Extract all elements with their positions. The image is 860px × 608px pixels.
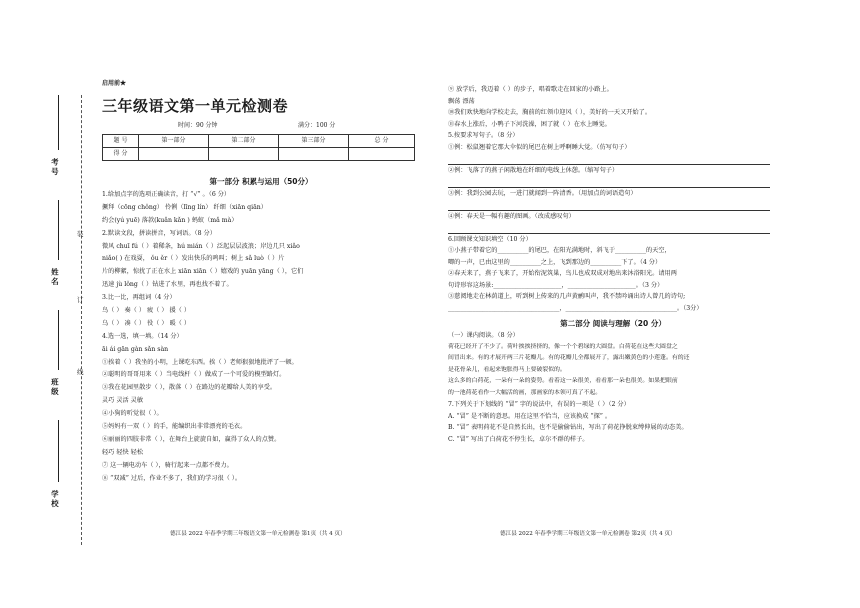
- question-line: 飘荡 漂荡: [448, 97, 475, 105]
- question-line: 5.按要求写句子。（8 分）: [448, 132, 519, 139]
- passage-line: 荷花已经开了不少了。荷叶挨挨挤挤的，像一个个碧绿的大圆盘。白荷花在这些大圆盘之: [448, 343, 678, 350]
- passage-line: 是花骨朵儿，看起来饱胀得马上要破裂似的。: [448, 366, 566, 373]
- question-line: ④小狗的听觉很（ ）。: [102, 410, 163, 418]
- question-line: ②例：飞落了的燕子闲散地在纤细的电线上休憩。（缩写句子）: [448, 166, 619, 174]
- table-cell: 总 分: [349, 135, 415, 148]
- school-label: 学校: [50, 490, 60, 509]
- question-line: 迅速 jù lǒng（ ）钻进了水里，再也找不着了。: [102, 281, 233, 289]
- question-line: ⑩我们欢快地向学校走去，胸前的红领巾迎风（ ），美好的一天又开始了。: [448, 109, 652, 116]
- score-table-header-row: [103, 135, 415, 148]
- answer-line[interactable]: [448, 153, 770, 165]
- question-line: 轻巧 轻快 轻松: [102, 448, 144, 456]
- passage-line: 的一池荷花看作一大幅活的画，那画家的本领可真了不起。: [448, 389, 602, 396]
- answer-line[interactable]: [448, 199, 770, 211]
- question-line: ③例：我到公园去玩，一进门就闻到一阵清香。（用加点的词语造句）: [448, 189, 637, 197]
- exam-time: 时间：90 分钟: [178, 122, 218, 129]
- class-label: 班级: [50, 378, 60, 397]
- question-line: 唧的一声，已由这里的__________之上，飞到那边的__________下了。（4 分）: [448, 258, 662, 266]
- name-label: 姓名: [50, 268, 60, 287]
- binding-sidebar: [0, 0, 95, 608]
- question-line: 约会(yú yuē) 落款(kuǎn kǎn ) 蚂蚁（mǎ mà）: [102, 216, 238, 224]
- question-line: ⑤妈妈有一双（ ）的手，能编织出非常漂亮的毛衣。: [102, 423, 247, 431]
- question-line: ⑦ 这一辆电动车（ ），骑行起来一点都不费力。: [102, 461, 233, 469]
- name-line: [58, 200, 59, 260]
- score-entry-cell[interactable]: [209, 148, 279, 161]
- question-line: āi ái gān gàn sǎn sàn: [102, 345, 169, 353]
- score-entry-cell[interactable]: [349, 148, 415, 161]
- full-score: 满分：100 分: [298, 122, 336, 129]
- question-line: 4.选一选，填一填。（14 分）: [102, 332, 183, 340]
- part2-heading: 第二部分 阅读与理解（20 分）: [560, 319, 666, 328]
- question-line: ③我在花园里散步（ ），散落（ ）在路边的花瓣给人美的享受。: [102, 384, 277, 392]
- question-line: 7.下列关于下划线的 “冒” 字的说法中，有误的一项是（ ）（2 分）: [448, 401, 630, 408]
- question-line: 片的柳絮，惊扰了正在水上 xiān xiān（ ）嬉戏的 yuān yāng（ ），它们: [102, 268, 304, 276]
- passage-line: 这么多的白荷花，一朵有一朵的姿势。看着这一朵很美，看看那一朵也很美。如果把眼前: [448, 378, 678, 384]
- question-line: A. “冒” 是不断的意思。用在这里不恰当，应该换成 “探” 。: [448, 412, 612, 420]
- school-line: [58, 420, 59, 482]
- question-line: niǎo( ) 在戏耍， ǒu ěr（ ）发出快乐的鸣叫；树上 sǎ luò（ ）片: [102, 255, 285, 263]
- reading-subheading: （一）课内阅读。（8 分）: [448, 332, 519, 339]
- question-line: 6.回顾课文知识填空（10 分）: [448, 235, 532, 243]
- question-line: 鸟（ ） 奏（ ） 疲（ ） 援（ ）: [102, 307, 191, 315]
- exam-number-line: [58, 95, 59, 150]
- question-line: ②聪明的哥哥用来（ ）当电线杆（ ）做成了一个可爱的模型路灯。: [102, 371, 286, 379]
- right-column: [448, 84, 778, 445]
- question-line: ①小燕子带着它的__________的尾巴，在阳光满地时，斜飞于__________的天空，: [448, 247, 671, 254]
- score-entry-cell[interactable]: [139, 148, 209, 161]
- score-entry-cell[interactable]: [279, 148, 349, 161]
- table-cell: 题 号: [103, 135, 139, 148]
- table-cell: 得 分: [103, 148, 139, 161]
- question-line: ____________________________________，____________________________________。（3分）: [448, 304, 703, 312]
- question-line: ⑪春水上涨后，小鸭子下河洗澡，困了就（ ）在水上睡觉。: [448, 120, 611, 128]
- cut-line: [81, 95, 82, 545]
- question-line: ⑥丽丽的四肢非常（ ），在舞台上旋旋自如，赢得了众人的点赞。: [102, 435, 281, 443]
- secret-label: 启用前★: [102, 80, 127, 87]
- score-table-score-row: [103, 148, 415, 161]
- answer-line[interactable]: [448, 222, 770, 234]
- exam-number-label: 考号: [50, 158, 60, 177]
- question-line: 乌（ ） 凑（ ） 役（ ） 暖（ ）: [102, 319, 191, 327]
- question-line: 句诗形容这场景:______________________，______________________。（3 分）: [448, 281, 664, 289]
- question-line: 微风 chuī fú（ ）着稀条，hú mián（ ）泛起层层波浪；岸边几只 xiǎo: [102, 242, 300, 250]
- class-line: [58, 310, 59, 370]
- question-line: 撅拜（cōng chǒng） 伶俐（līng lín） 纤细（xiān qiān）: [102, 203, 267, 211]
- score-table: [102, 134, 415, 161]
- question-line: ①例：松鼠翘着它那大伞似的尾巴在树上呼啊睡大觉。（仿写句子）: [448, 143, 631, 151]
- passage-line: 间冒出来。有的才展开两三片花瓣儿。有的花瓣儿全都展开了，露出嫩黄色的小莲蓬。有的还: [448, 355, 690, 361]
- page-footer-left: 德江县 2022 年春季学期三年级语文第一单元检测卷 第1页（共 4 页）: [170, 531, 346, 537]
- cut-mark-zhuang: 装: [77, 230, 84, 238]
- part1-heading: 第一部分 积累与运用（50分）: [209, 177, 313, 186]
- question-line: 3.比一比，再组词（4 分）: [102, 294, 176, 302]
- answer-line[interactable]: [448, 176, 770, 188]
- question-line: C. “冒” 写出了白荷花不停生长，卓尔不群的样子。: [448, 435, 589, 443]
- question-line: 1.给加点字的选项正确读音，打 “√” 。（6 分）: [102, 191, 231, 198]
- table-cell: 第三部分: [279, 135, 349, 148]
- question-line: B. “冒” 表明荷花不是自然长出，也不是偷偷钻出，写出了荷花挣脱束缚伸展的动态美。: [448, 424, 688, 431]
- question-line: ④例：春天是一幅有趣的图画。（改成感叹句）: [448, 212, 575, 220]
- page-title: 三年级语文第一单元检测卷: [102, 97, 289, 115]
- left-column: [102, 175, 420, 485]
- question-line: ⑨ 放学后，我迈着（ ）的步子，唱着歌走在回家的小路上。: [448, 86, 613, 93]
- table-cell: 第二部分: [209, 135, 279, 148]
- table-cell: 第一部分: [139, 135, 209, 148]
- question-line: ②春天来了，燕子飞来了，开始衔泥筑巢，鸟儿也成双成对地出来沐浴阳光。请用两: [448, 270, 677, 277]
- question-line: ③慈阅地走在林荫道上，听到树上传来的几声黄鹂叫声，我不禁吟诵出诗人曾几的诗句;: [448, 293, 686, 300]
- page-footer-right: 德江县 2022 年春季学期三年级语文第一单元检测卷 第2页（共 4 页）: [500, 531, 676, 537]
- question-line: 灵巧 灵活 灵敏: [102, 397, 144, 405]
- cut-mark-ding: 订: [77, 296, 84, 304]
- question-line: 2.默读文段，拼读拼音，写词语。（8 分）: [102, 229, 216, 237]
- cut-mark-xian: 线: [77, 368, 84, 376]
- question-line: ⑧ “双减” 过后，作业不多了，我们的学习很（ ）。: [102, 474, 242, 482]
- question-line: ①挨着（ ）我坐的小明，上课吃东西。挨（ ）老师狠狠地批评了一顿。: [102, 358, 298, 366]
